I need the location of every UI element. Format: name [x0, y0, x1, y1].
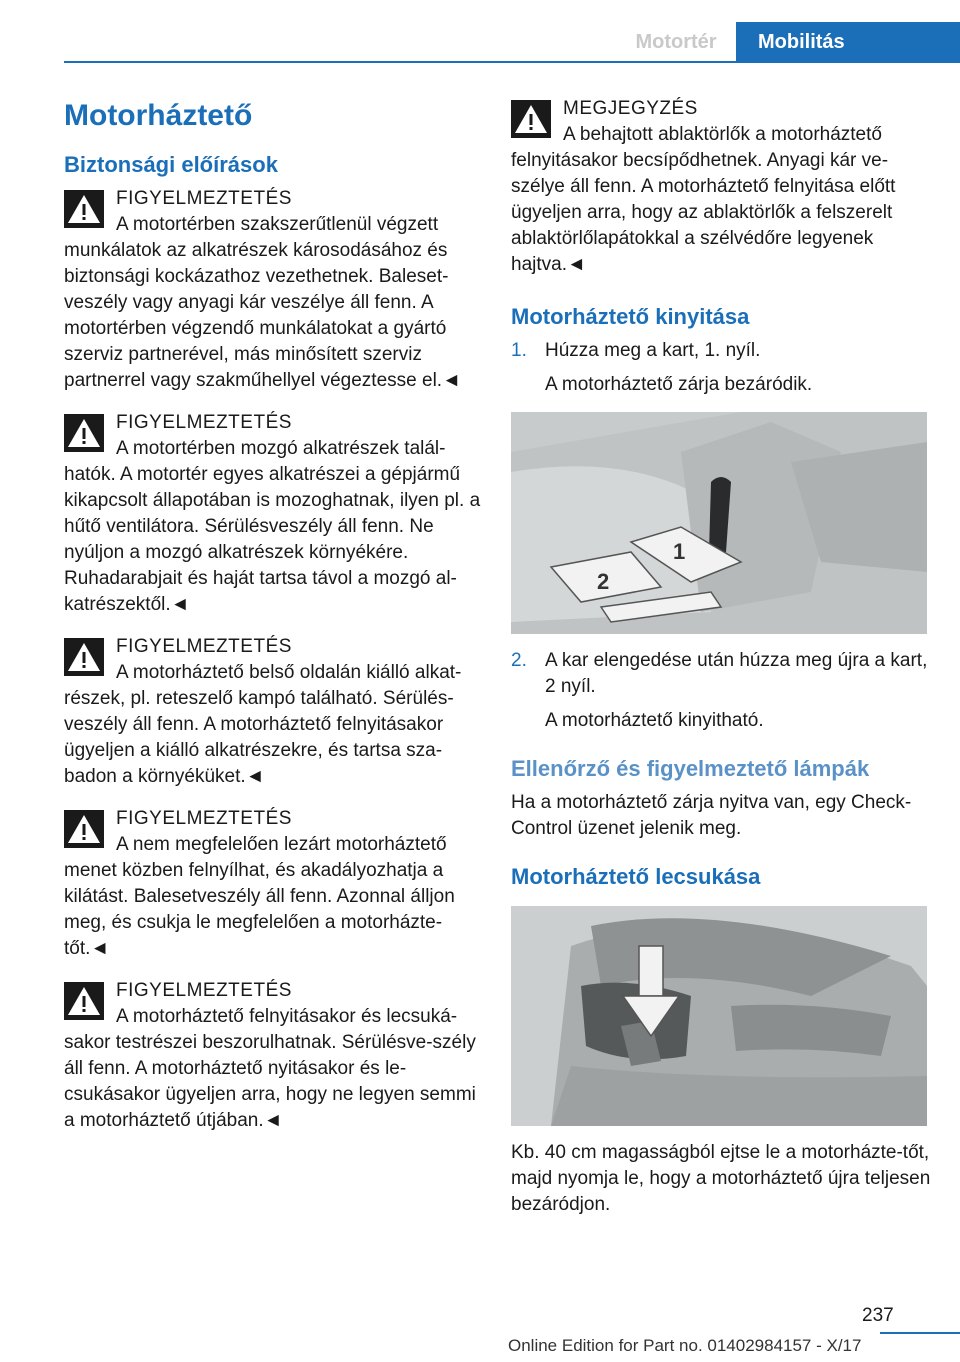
left-column: [64, 96, 484, 1150]
warning-block: [64, 410, 484, 618]
warning-triangle-icon: [64, 810, 104, 848]
hood-lever-photo: [511, 412, 927, 634]
warning-triangle-icon: [64, 190, 104, 228]
section-title-open: Motorháztető kinyitása: [511, 304, 750, 329]
section-title-lights: Ellenőrző és figyelmeztető lámpák: [511, 756, 870, 781]
page-title: Motorháztető: [64, 99, 253, 132]
step-result: A motorháztető kinyitható.: [545, 710, 764, 731]
list-item: [511, 338, 931, 398]
hood-lever-illustration: [511, 412, 927, 634]
note-text: A behajtott ablaktörlők a motorháztető felnyitásakor becsípődhetnek. Anyagi kár ve-szélye áll fenn. A motorháztető felnyitása előtt ügyeljen arra, hogy az ablaktörlők a felszerelt ablaktörlőlapátokkal a szélvédőre legyenek hajtva.◄: [511, 124, 896, 275]
warning-title: FIGYELMEZTETÉS: [116, 636, 292, 657]
open-steps-continued: [511, 648, 931, 734]
warning-triangle-icon: [511, 100, 551, 138]
hood-close-photo: [511, 906, 927, 1126]
step-number: 1.: [511, 340, 527, 361]
section-title-safety: Biztonsági előírások: [64, 152, 278, 177]
warning-title: FIGYELMEZTETÉS: [116, 188, 292, 209]
list-item: [511, 648, 931, 734]
section-title-close: Motorháztető lecsukása: [511, 864, 761, 889]
warning-triangle-icon: [64, 982, 104, 1020]
warning-text: A motortérben mozgó alkatrészek talál-hatók. A motortér egyes alkatrészei a gépjármű kikapcsolt állapotában is mozoghatnak, ilyen pl. a hűtő ventilátora. Sérülésveszély áll fenn. Ne nyúljon a mozgó alkatrészek környékére. Ruhadarabjait és haját tartsa távol a mozgó al-katrészektől.◄: [64, 438, 481, 615]
warning-block: [64, 806, 484, 962]
step-text: Húzza meg a kart, 1. nyíl.: [545, 340, 761, 361]
warning-text: A motorháztető felnyitásakor és lecsuká-sakor testrészei beszorulhatnak. Sérülésve-szély áll fenn. A motorháztető nyitásakor és le-csukásakor ügyeljen arra, hogy ne legyen semmi a motorháztető útjában.◄: [64, 1006, 476, 1131]
hood-close-illustration: [511, 906, 927, 1126]
tab-mobilitas: Mobilitás: [736, 22, 960, 62]
warning-title: FIGYELMEZTETÉS: [116, 980, 292, 1001]
warning-block: [64, 186, 484, 394]
step-number: 2.: [511, 650, 527, 671]
open-steps: [511, 338, 931, 398]
note-block: [511, 96, 931, 278]
header-rule: [64, 61, 960, 63]
warning-triangle-icon: [64, 414, 104, 452]
warning-block: [64, 978, 484, 1134]
right-column: [511, 96, 931, 1232]
header-tabs: [0, 22, 960, 62]
warning-text: A motortérben szakszerűtlenül végzett munkálatok az alkatrészek károsodásához és biztonsági kockázathoz vezethetnek. Baleset-veszély vagy anyagi kár veszélye áll fenn. A motortérben végzendő munkálatokat a gyártó szerviz partnerével, más minősített szerviz partnerrel vagy szakműhellyel végeztesse el.◄: [64, 214, 461, 391]
step-result: A motorháztető zárja bezáródik.: [545, 374, 813, 395]
warning-block: [64, 634, 484, 790]
warning-triangle-icon: [64, 638, 104, 676]
note-title: MEGJEGYZÉS: [563, 98, 698, 119]
tab-motorter: Motortér: [635, 31, 717, 53]
warning-text: A motorháztető belső oldalán kiálló alkat-részek, pl. reteszelő kampó található. Sérülés-veszély áll fenn. A motorháztető felnyitásakor ügyeljen a kiálló alkatrészekre, és tartsa sza-badon a környéküket.◄: [64, 662, 462, 787]
footer-rule: [880, 1332, 960, 1334]
arrow-label-2: 2: [597, 569, 610, 594]
warning-title: FIGYELMEZTETÉS: [116, 412, 292, 433]
warning-text: A nem megfelelően lezárt motorháztető menet közben felnyílhat, és akadályozhatja a kilátást. Balesetveszély áll fenn. Azonnal álljon meg, és csukja le megfelelően a motorházte-tőt.◄: [64, 834, 455, 959]
close-text: Kb. 40 cm magasságból ejtse le a motorházte-tőt, majd nyomja le, hogy a motorháztető újra teljesen bezáródjon.: [511, 1142, 931, 1215]
step-text: A kar elengedése után húzza meg újra a kart, 2 nyíl.: [545, 650, 928, 697]
footer-edition: Online Edition for Part no. 01402984157 - X/17: [508, 1336, 862, 1355]
warning-title: FIGYELMEZTETÉS: [116, 808, 292, 829]
arrow-label-1: 1: [673, 539, 686, 564]
lights-text: Ha a motorháztető zárja nyitva van, egy Check-Control üzenet jelenik meg.: [511, 792, 912, 839]
page-number: 237: [862, 1305, 894, 1326]
